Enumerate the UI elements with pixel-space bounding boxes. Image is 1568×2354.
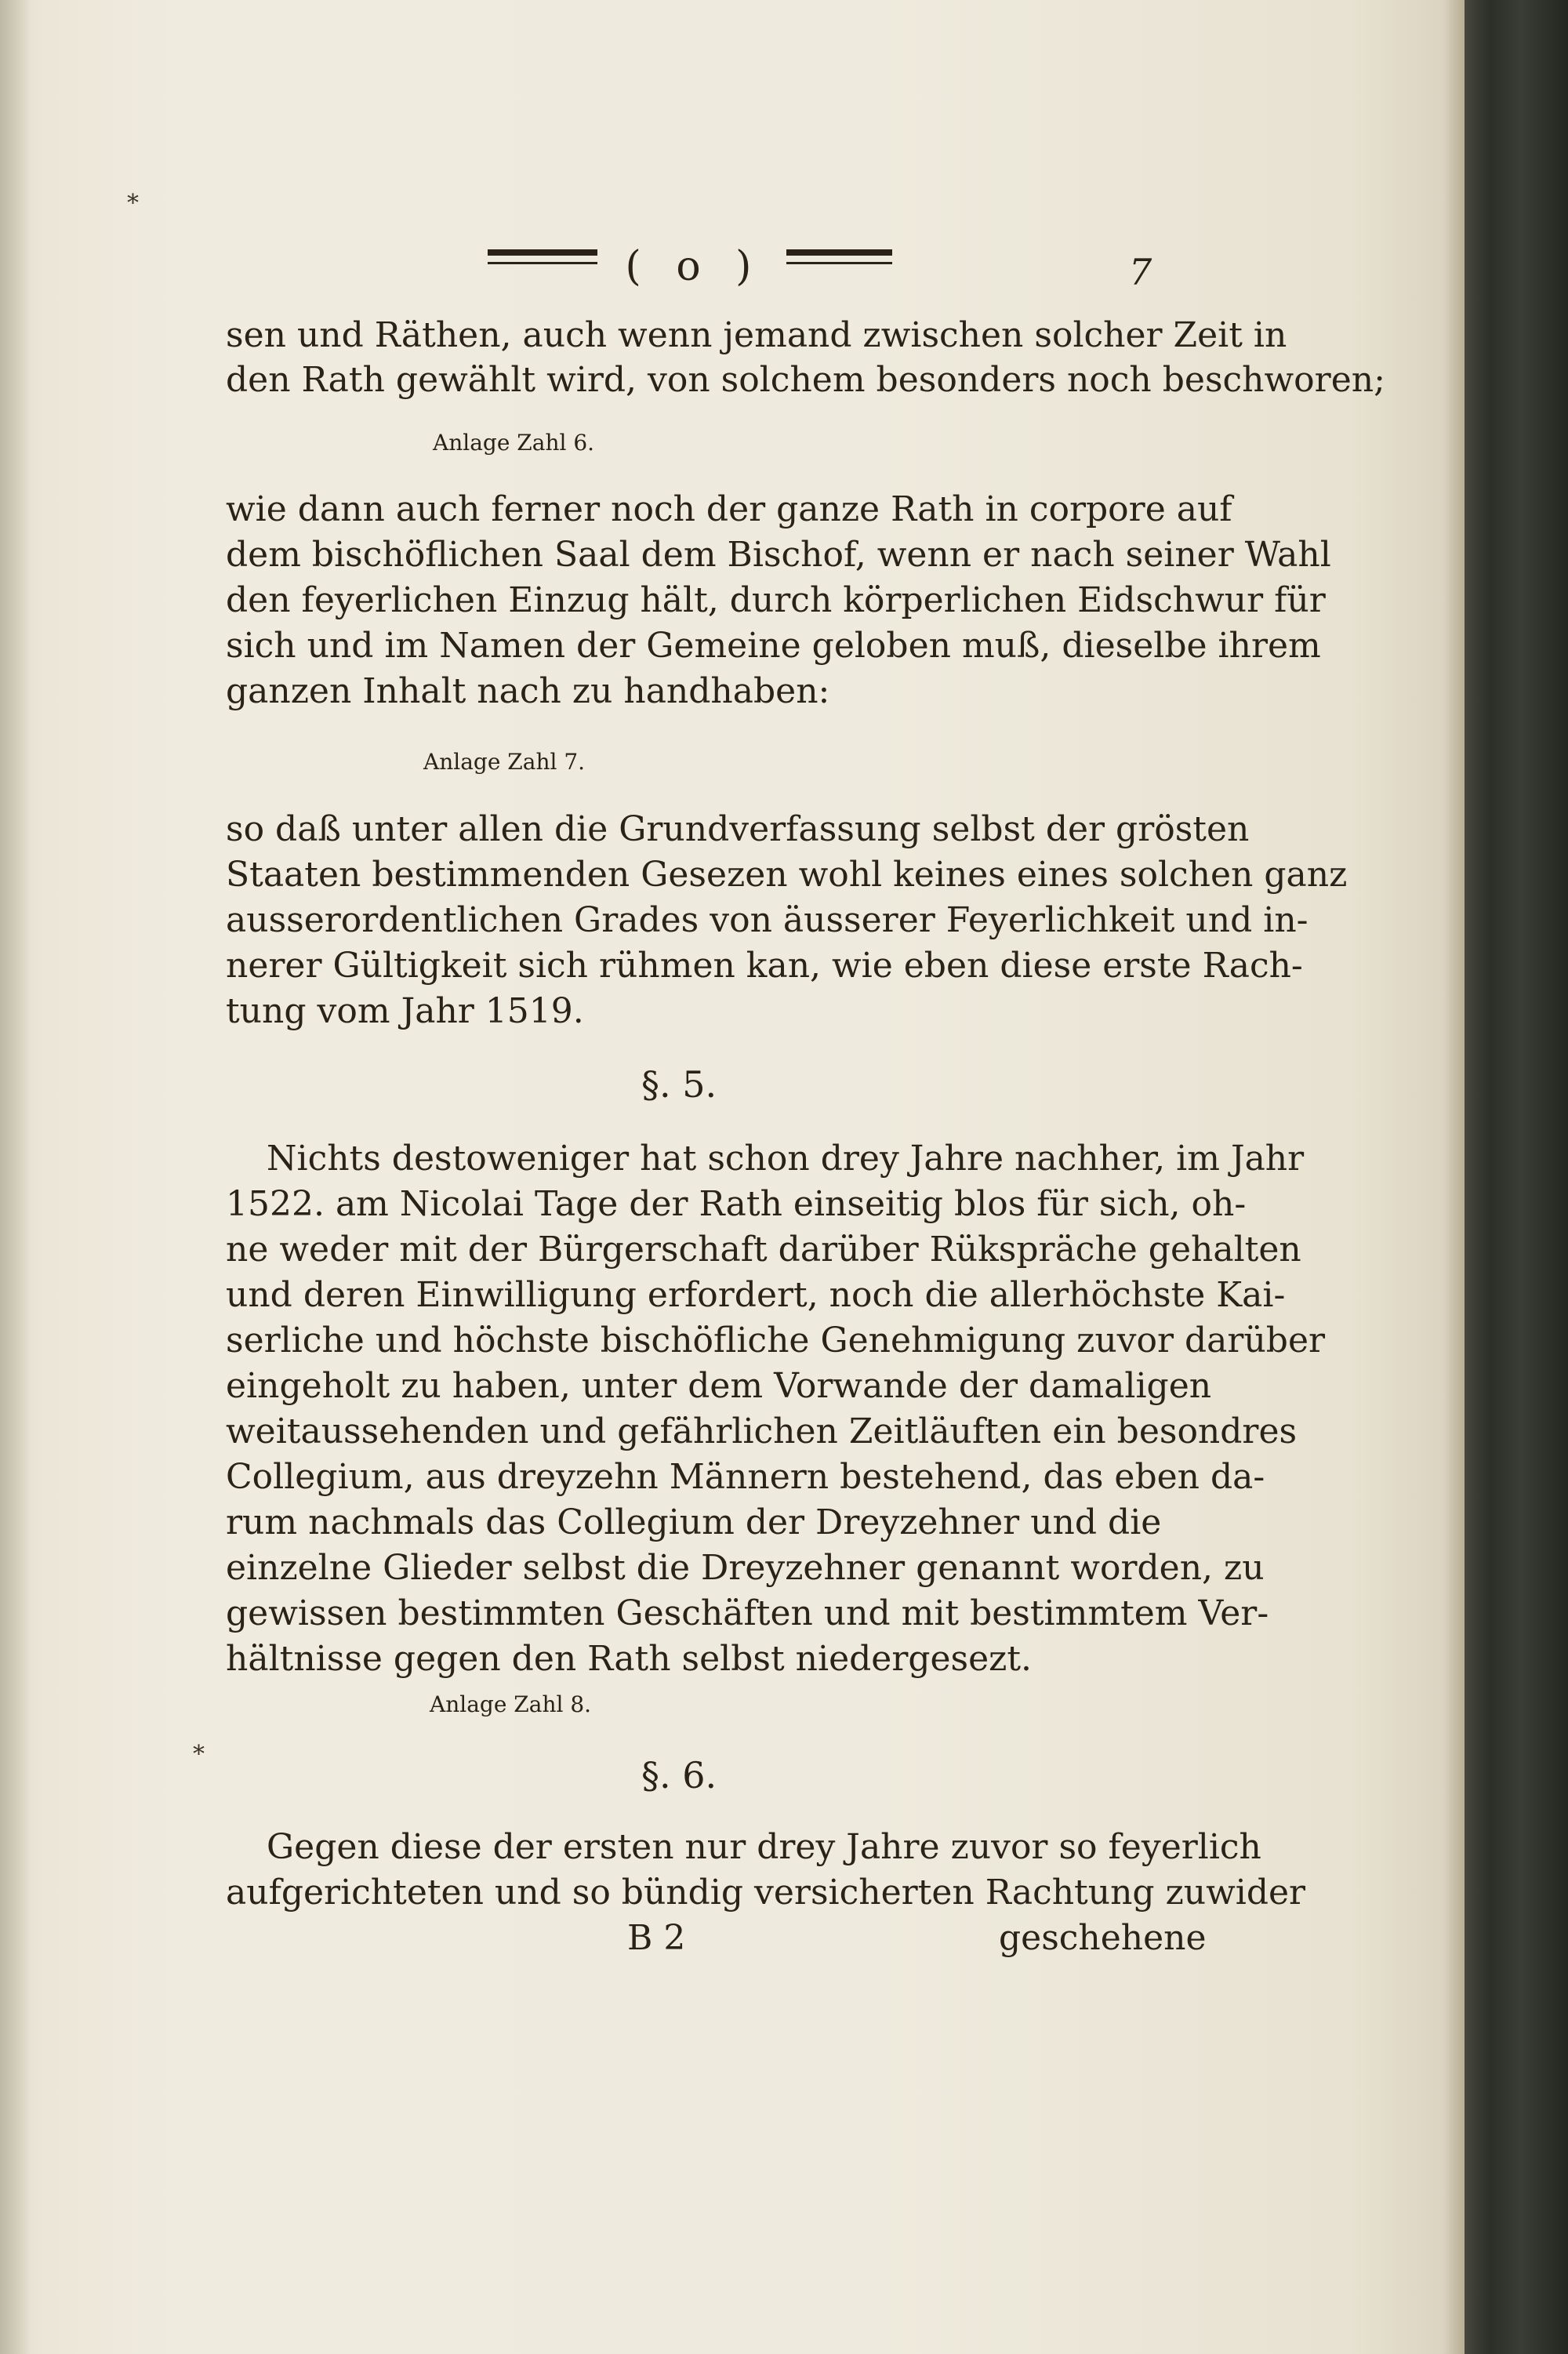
text-line: sich und im Namen der Gemeine geloben muß, dieselbe ihrem	[226, 626, 1321, 666]
text-line: und deren Einwilligung erfordert, noch die allerhöchste Kai-	[226, 1275, 1286, 1315]
text-line: eingeholt zu haben, unter dem Vorwande der damaligen	[226, 1366, 1212, 1406]
header-rule-right-thin	[786, 262, 892, 264]
text-line: sen und Räthen, auch wenn jemand zwischen solcher Zeit in	[226, 315, 1287, 355]
text-line: ganzen Inhalt nach zu handhaben:	[226, 671, 830, 711]
margin-mark: ⁎	[127, 182, 139, 209]
text-line: hältnisse gegen den Rath selbst niedergesezt.	[226, 1639, 1033, 1679]
text-line: Nichts destoweniger hat schon drey Jahre nachher, im Jahr	[267, 1139, 1305, 1179]
text-line: Gegen diese der ersten nur drey Jahre zuvor so feyerlich	[267, 1827, 1261, 1867]
page-edge-shadow	[1443, 0, 1465, 2354]
text-line: den Rath gewählt wird, von solchem besonders noch beschworen;	[226, 360, 1385, 400]
text-line: Staaten bestimmenden Gesezen wohl keines eines solchen ganz	[226, 855, 1348, 895]
header-rule-right	[786, 249, 892, 256]
text-line: rum nachmals das Collegium der Dreyzehner und die	[226, 1502, 1162, 1542]
header-rule-left-thin	[488, 262, 597, 264]
annex-reference: Anlage Zahl 8.	[430, 1691, 592, 1717]
text-line: tung vom Jahr 1519.	[226, 991, 584, 1031]
text-line: nerer Gültigkeit sich rühmen kan, wie eben diese erste Rach-	[226, 946, 1303, 986]
page-number: 7	[1129, 251, 1152, 293]
margin-mark: ⁎	[193, 1733, 205, 1760]
section-heading: §. 6.	[641, 1754, 717, 1796]
text-line: aufgerichteten und so bündig versicherten Rachtung zuwider	[226, 1873, 1306, 1913]
text-line: 1522. am Nicolai Tage der Rath einseitig blos für sich, oh-	[226, 1184, 1247, 1224]
text-line: ausserordentlichen Grades von äusserer Feyerlichkeit und in-	[226, 900, 1308, 940]
text-line: Collegium, aus dreyzehn Männern bestehend, das eben da-	[226, 1457, 1265, 1497]
annex-reference: Anlage Zahl 7.	[423, 749, 586, 775]
text-line: gewissen bestimmten Geschäften und mit bestimmtem Ver-	[226, 1593, 1269, 1633]
text-line: einzelne Glieder selbst die Dreyzehner genannt worden, zu	[226, 1548, 1265, 1588]
text-line: so daß unter allen die Grundverfassung selbst der grösten	[226, 809, 1250, 849]
annex-reference: Anlage Zahl 6.	[433, 430, 595, 456]
text-line: serliche und höchste bischöfliche Genehmigung zuvor darüber	[226, 1320, 1326, 1360]
text-line: dem bischöflichen Saal dem Bischof, wenn er nach seiner Wahl	[226, 535, 1331, 575]
text-line: den feyerlichen Einzug hält, durch körperlichen Eidschwur für	[226, 580, 1326, 620]
header-rule-left	[488, 249, 597, 256]
signature-mark: B 2	[627, 1918, 686, 1958]
running-head: ( o )	[625, 243, 763, 290]
catchword: geschehene	[999, 1918, 1207, 1958]
text-line: ne weder mit der Bürgerschaft darüber Rükspräche gehalten	[226, 1230, 1301, 1270]
text-line: wie dann auch ferner noch der ganze Rath in corpore auf	[226, 489, 1232, 529]
book-cover	[1465, 0, 1568, 2354]
section-heading: §. 5.	[641, 1063, 717, 1106]
text-line: weitaussehenden und gefährlichen Zeitläuften ein besondres	[226, 1411, 1298, 1451]
